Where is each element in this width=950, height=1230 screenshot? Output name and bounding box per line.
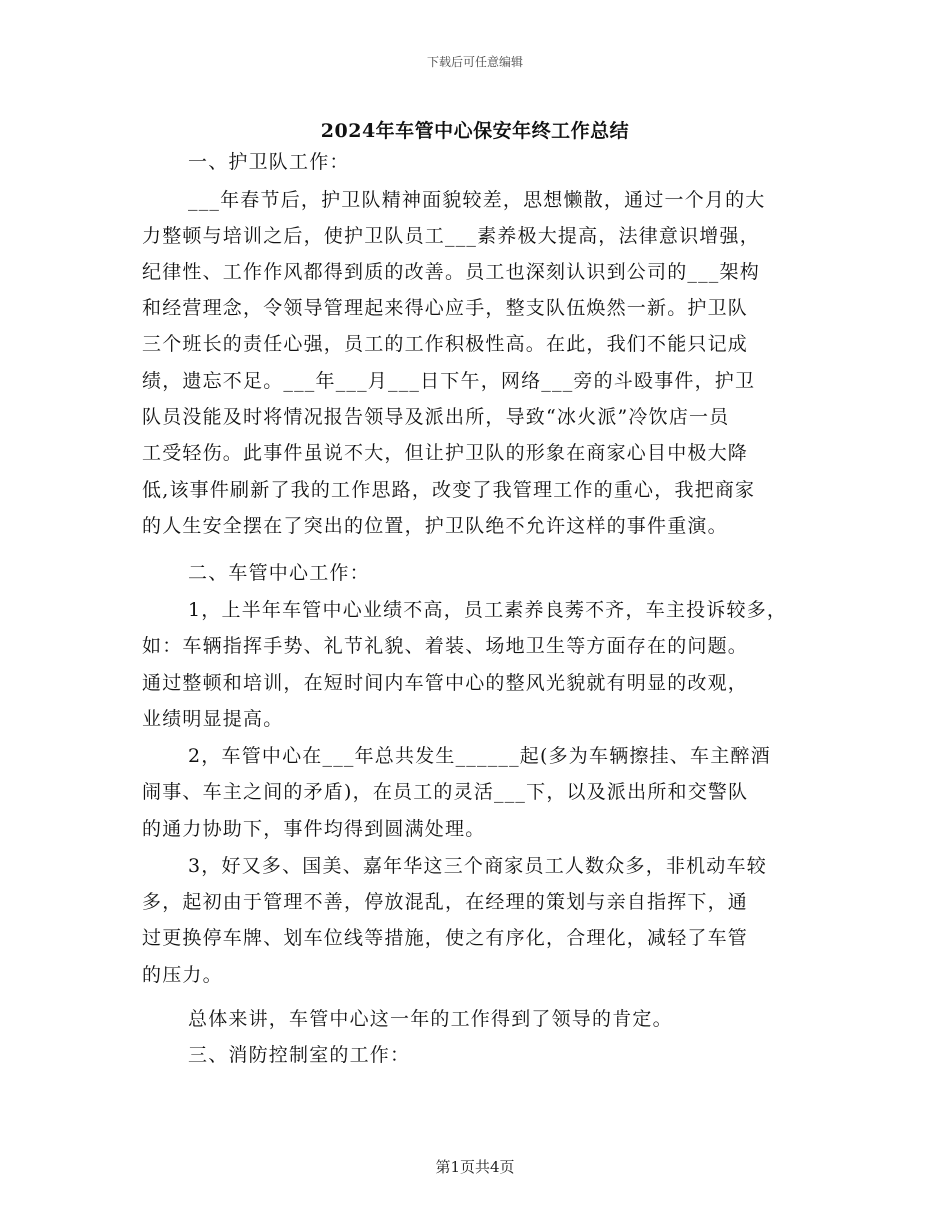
paragraph-line: 队员没能及时将情况报告领导及派出所，导致“冰火派”冷饮店一员 [142,406,730,428]
paragraph-line: 的通力协助下，事件均得到圆满处理。 [142,818,486,840]
paragraph-line: 业绩明显提高。 [142,708,284,730]
paragraph-line: 力整顿与培训之后，使护卫队员工___素养极大提高，法律意识增强， [142,225,760,247]
section-heading-2: 二、车管中心工作： [188,562,370,584]
paragraph-line: 绩，遗忘不足。___年___月___日下午，网络___旁的斗殴事件，护卫 [142,370,756,392]
document-title: 2024年车管中心保安年终工作总结 [320,120,630,142]
section-heading-3: 三、消防控制室的工作： [188,1044,411,1066]
page-number-footer: 第1页共4页 [435,1158,515,1176]
paragraph-line: 的压力。 [142,964,223,986]
section-heading-1: 一、护卫队工作： [188,151,350,173]
paragraph-line: 三个班长的责任心强，员工的工作积极性高。在此，我们不能只记成 [142,333,749,355]
paragraph-line: 2，车管中心在___年总共发生______起(多为车辆擦挂、车主醉酒 [188,745,771,767]
paragraph-line: 工受轻伤。此事件虽说不大，但让护卫队的形象在商家心目中极大降 [142,442,749,464]
paragraph-line: 1，上半年车管中心业绩不高，员工素养良莠不齐，车主投诉较多， [188,599,788,621]
header-note: 下载后可任意编辑 [426,55,523,69]
paragraph-line: ___年春节后，护卫队精神面貌较差，思想懒散，通过一个月的大 [188,189,766,211]
paragraph-line: 和经营理念，令领导管理起来得心应手，整支队伍焕然一新。护卫队 [142,297,749,319]
paragraph-line: 通过整顿和培训，在短时间内车管中心的整风光貌就有明显的改观， [142,672,749,694]
paragraph-line: 低,该事件刷新了我的工作思路，改变了我管理工作的重心，我把商家 [142,479,756,501]
paragraph-line: 过更换停车牌、划车位线等措施，使之有序化，合理化，减轻了车管 [142,927,749,949]
paragraph-line: 多，起初由于管理不善，停放混乱，在经理的策划与亲自指挥下，通 [142,891,749,913]
paragraph-line: 总体来讲，车管中心这一年的工作得到了领导的肯定。 [188,1008,673,1030]
paragraph-line: 的人生安全摆在了突出的位置，护卫队绝不允许这样的事件重演。 [142,515,728,537]
paragraph-line: 如：车辆指挥手势、礼节礼貌、着装、场地卫生等方面存在的问题。 [142,635,749,657]
paragraph-line: 闹事、车主之间的矛盾)，在员工的灵活___下，以及派出所和交警队 [142,781,749,803]
paragraph-line: 纪律性、工作作风都得到质的改善。员工也深刻认识到公司的___架构 [142,261,760,283]
paragraph-line: 3，好又多、国美、嘉年华这三个商家员工人数众多，非机动车较 [188,855,767,877]
